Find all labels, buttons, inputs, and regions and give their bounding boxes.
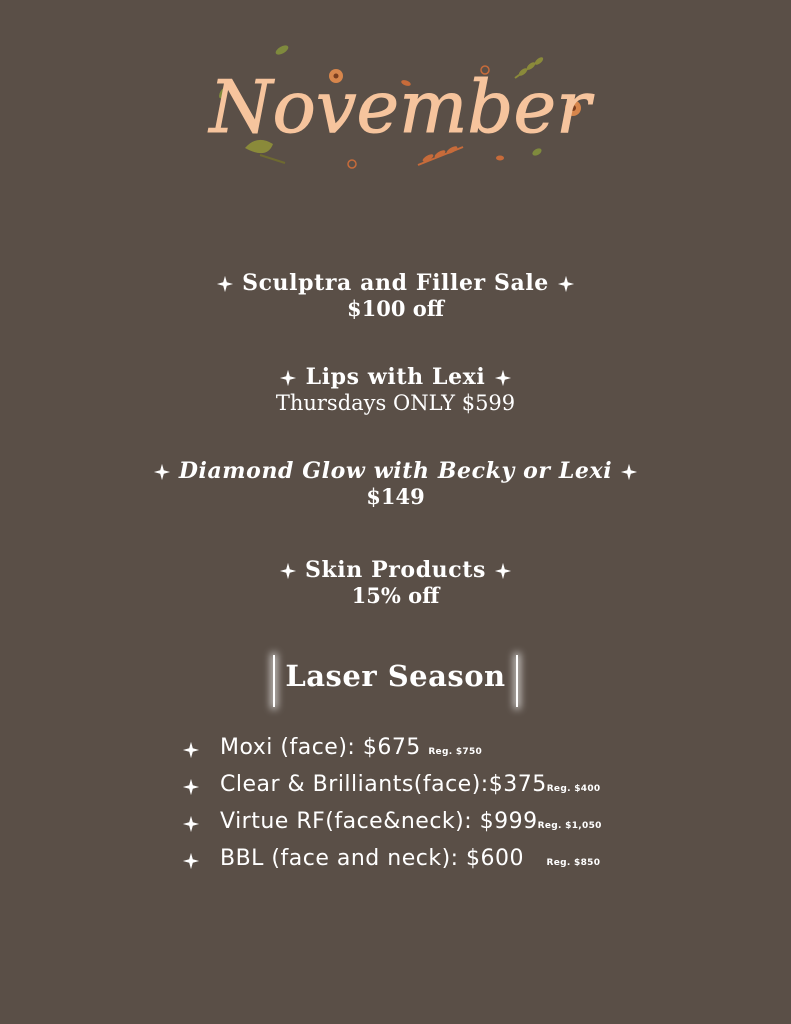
list-item xyxy=(180,846,740,883)
sparkle-icon xyxy=(216,275,234,293)
promo-title-row xyxy=(0,458,791,484)
regular-price: Reg. $1,050 xyxy=(537,821,602,831)
laser-item-text: Moxi (face): $675 xyxy=(220,735,421,760)
laser-item-text: BBL (face and neck): $600 xyxy=(220,846,525,871)
laser-price-list xyxy=(180,735,740,883)
promo-detail: $100 off xyxy=(346,296,444,321)
regular-price: Reg. $850 xyxy=(546,858,601,868)
sparkle-icon xyxy=(557,275,575,293)
promo-detail: 15% off xyxy=(351,583,440,608)
promo-title: Lips with Lexi xyxy=(305,364,486,390)
sparkle-icon xyxy=(182,852,200,870)
promo-title-row xyxy=(0,364,791,390)
list-item xyxy=(180,735,740,772)
list-item xyxy=(180,772,740,809)
sparkle-icon xyxy=(620,463,638,481)
promo-detail: $149 xyxy=(366,484,425,509)
promo-skin-products xyxy=(0,557,791,609)
promo-title-row xyxy=(0,270,791,296)
laser-item-text: Clear & Brilliants(face):$375 xyxy=(220,772,547,797)
sparkle-icon xyxy=(182,778,200,796)
glow-divider xyxy=(273,655,275,707)
promo-title-row xyxy=(0,557,791,583)
sparkle-icon xyxy=(494,562,512,580)
laser-season-heading xyxy=(0,655,791,697)
glow-divider xyxy=(516,655,518,707)
promo-diamond-glow xyxy=(0,458,791,510)
list-item xyxy=(180,809,740,846)
sparkle-icon xyxy=(494,369,512,387)
month-title: November xyxy=(209,65,591,149)
november-title-art xyxy=(190,30,610,180)
promo-detail: Thursdays ONLY $599 xyxy=(275,391,516,415)
regular-price: Reg. $750 xyxy=(428,747,483,757)
promo-title: Skin Products xyxy=(304,557,487,583)
sparkle-icon xyxy=(182,741,200,759)
regular-price: Reg. $400 xyxy=(546,784,601,794)
sparkle-icon xyxy=(182,815,200,833)
sparkle-icon xyxy=(153,463,171,481)
sparkle-icon xyxy=(279,562,297,580)
laser-item-text: Virtue RF(face&neck): $999 xyxy=(220,809,538,834)
laser-season-title: Laser Season xyxy=(285,659,506,693)
sparkle-icon xyxy=(279,369,297,387)
november-header xyxy=(190,30,610,180)
promo-title: Sculptra and Filler Sale xyxy=(242,270,549,296)
promo-sculptra xyxy=(0,270,791,322)
promo-lips xyxy=(0,364,791,416)
promo-title: Diamond Glow with Becky or Lexi xyxy=(178,458,613,484)
